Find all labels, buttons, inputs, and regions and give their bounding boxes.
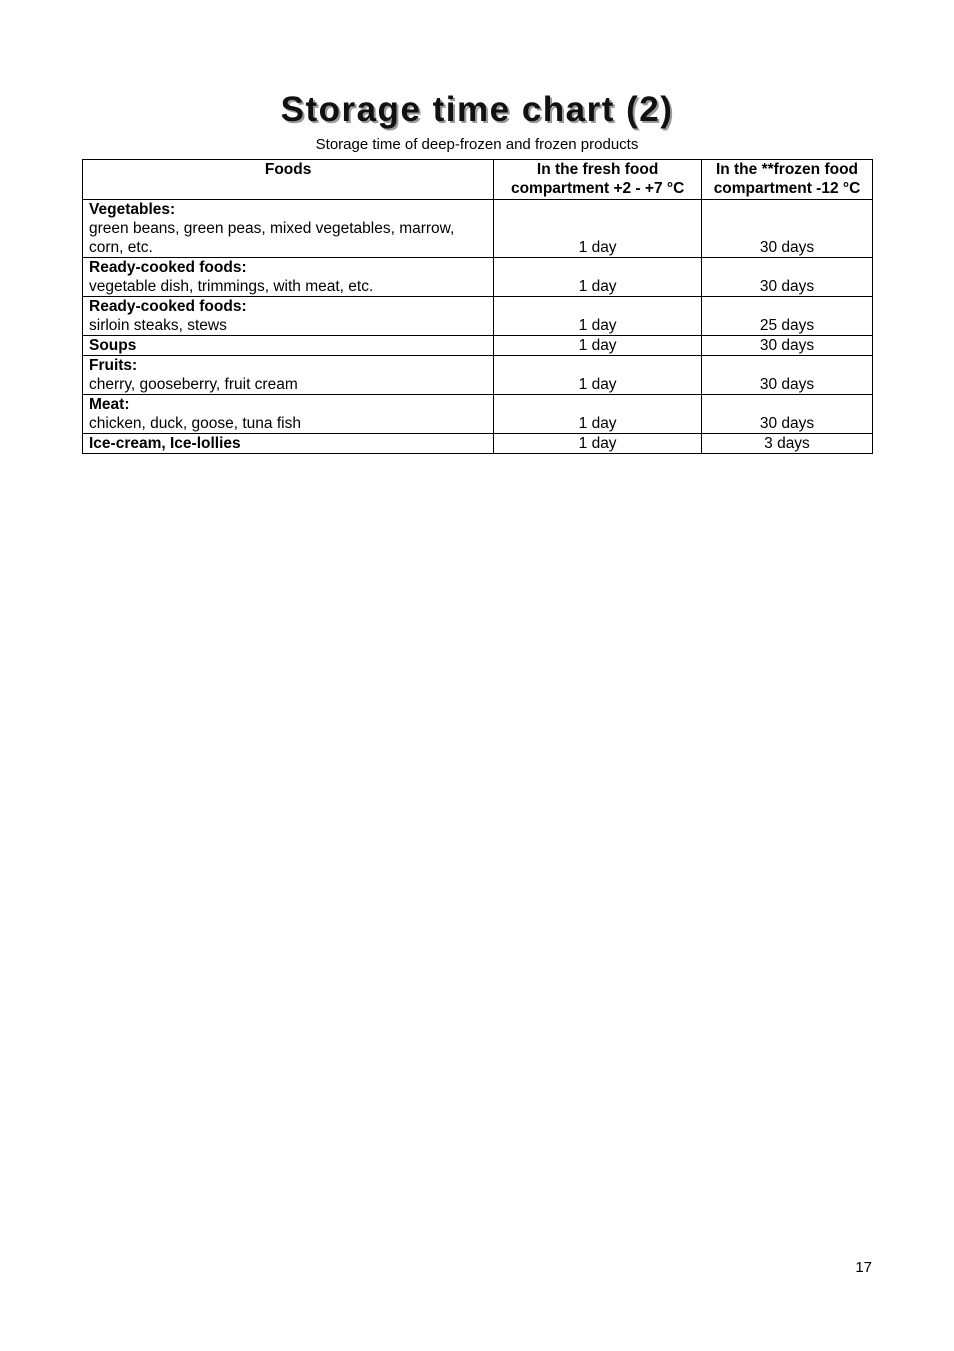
- table-row: [83, 395, 873, 434]
- frozen-time-cell: 30 days: [701, 336, 872, 356]
- food-category: Fruits:: [89, 357, 138, 374]
- header-fresh-line1: In the fresh food: [536, 161, 659, 178]
- food-cell: [83, 258, 494, 297]
- food-items: chicken, duck, goose, tuna fish: [89, 415, 301, 432]
- food-category: Ice-cream, Ice-lollies: [89, 435, 241, 452]
- frozen-time-cell: 3 days: [701, 434, 872, 454]
- food-items: green beans, green peas, mixed vegetables, marrow, corn, etc.: [89, 220, 455, 256]
- food-category: Ready-cooked foods:: [89, 259, 247, 276]
- table-row: [83, 336, 873, 356]
- page-subtitle: Storage time of deep-frozen and frozen products: [315, 136, 639, 153]
- table-row: [83, 200, 873, 258]
- food-cell: [83, 434, 494, 454]
- header-frozen-line2: compartment -12 °C: [713, 180, 861, 197]
- table-row: [83, 297, 873, 336]
- page-title: Storage time chart (2): [280, 90, 674, 129]
- header-frozen-line1: In the **frozen food: [715, 161, 859, 178]
- fresh-time-cell: 1 day: [494, 297, 702, 336]
- table-row: [83, 258, 873, 297]
- fresh-time-cell: 1 day: [494, 395, 702, 434]
- food-cell: [83, 395, 494, 434]
- fresh-time-cell: 1 day: [494, 258, 702, 297]
- table-row: [83, 434, 873, 454]
- food-cell: [83, 297, 494, 336]
- frozen-time-cell: 30 days: [701, 395, 872, 434]
- food-category: Soups: [89, 337, 137, 354]
- table-header-row: [83, 160, 873, 200]
- page-number: 17: [855, 1259, 872, 1276]
- food-category: Vegetables:: [89, 201, 176, 218]
- frozen-time-cell: 30 days: [701, 258, 872, 297]
- header-fresh-line2: compartment +2 - +7 °C: [510, 180, 685, 197]
- food-category: Meat:: [89, 396, 130, 413]
- food-cell: [83, 356, 494, 395]
- food-cell: [83, 200, 494, 258]
- frozen-time-cell: 30 days: [701, 356, 872, 395]
- fresh-time-cell: 1 day: [494, 356, 702, 395]
- table-row: [83, 356, 873, 395]
- frozen-time-cell: 25 days: [701, 297, 872, 336]
- fresh-time-cell: 1 day: [494, 434, 702, 454]
- header-frozen-food-compartment: [701, 160, 872, 200]
- food-items: sirloin steaks, stews: [89, 317, 227, 334]
- frozen-time-cell: 30 days: [701, 200, 872, 258]
- header-foods: Foods: [83, 160, 494, 200]
- header-fresh-food-compartment: [494, 160, 702, 200]
- fresh-time-cell: 1 day: [494, 336, 702, 356]
- food-items: vegetable dish, trimmings, with meat, etc.: [89, 278, 374, 295]
- storage-time-table: [82, 159, 873, 454]
- food-cell: [83, 336, 494, 356]
- fresh-time-cell: 1 day: [494, 200, 702, 258]
- food-category: Ready-cooked foods:: [89, 298, 247, 315]
- food-items: cherry, gooseberry, fruit cream: [89, 376, 298, 393]
